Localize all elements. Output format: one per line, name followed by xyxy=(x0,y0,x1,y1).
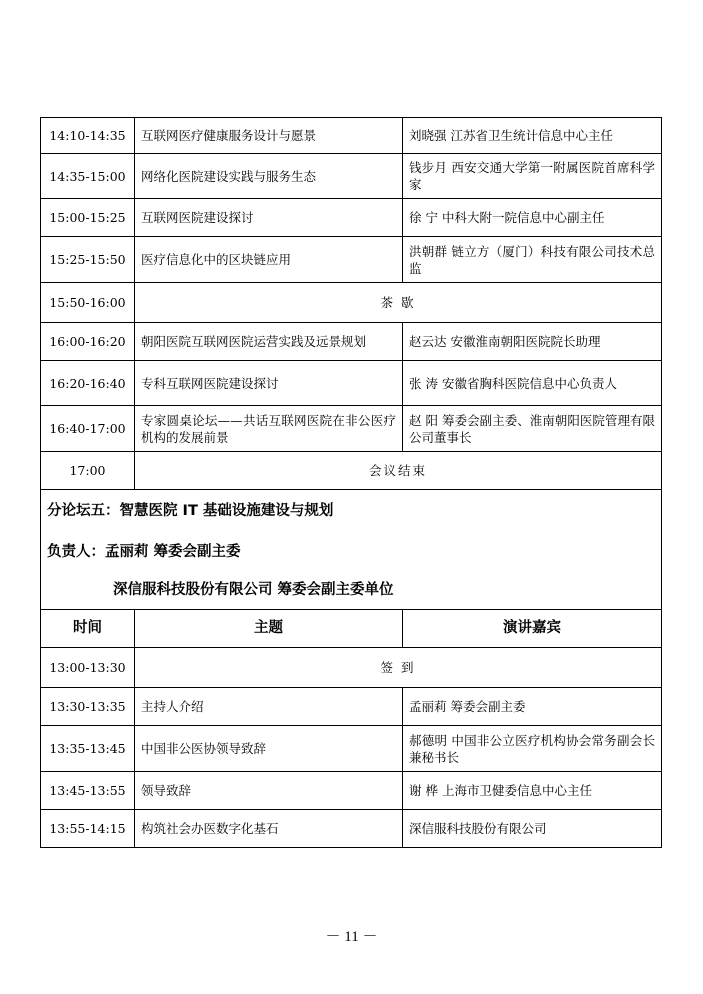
topic-cell: 主持人介绍 xyxy=(135,688,403,726)
table-row xyxy=(41,283,662,323)
topic-cell: 网络化医院建设实践与服务生态 xyxy=(135,154,403,199)
table-row xyxy=(41,154,662,199)
time-cell: 13:30-13:35 xyxy=(41,688,135,726)
topic-cell: 专科互联网医院建设探讨 xyxy=(135,361,403,406)
signin-cell: 签 到 xyxy=(135,648,662,688)
table-row xyxy=(41,199,662,237)
time-cell: 13:55-14:15 xyxy=(41,810,135,848)
topic-cell: 专家圆桌论坛——共话互联网医院在非公医疗机构的发展前景 xyxy=(135,406,403,452)
agenda-document xyxy=(40,117,661,848)
header-time: 时间 xyxy=(41,610,135,648)
topic-cell: 中国非公医协领导致辞 xyxy=(135,726,403,772)
end-cell: 会议结束 xyxy=(135,452,662,490)
speaker-cell: 钱步月 西安交通大学第一附属医院首席科学家 xyxy=(403,154,662,199)
speaker-cell: 徐 宁 中科大附一院信息中心副主任 xyxy=(403,199,662,237)
speaker-cell: 深信服科技股份有限公司 xyxy=(403,810,662,848)
time-cell: 13:00-13:30 xyxy=(41,648,135,688)
table-row xyxy=(41,118,662,154)
table-row xyxy=(41,688,662,726)
table-row xyxy=(41,323,662,361)
time-cell: 16:40-17:00 xyxy=(41,406,135,452)
time-cell: 14:10-14:35 xyxy=(41,118,135,154)
speaker-cell: 孟丽莉 筹委会副主委 xyxy=(403,688,662,726)
topic-cell: 医疗信息化中的区块链应用 xyxy=(135,237,403,283)
table-row xyxy=(41,810,662,848)
forum-unit-row xyxy=(41,572,662,610)
time-cell: 13:35-13:45 xyxy=(41,726,135,772)
time-cell: 13:45-13:55 xyxy=(41,772,135,810)
table-row xyxy=(41,361,662,406)
page-number: － 11 － xyxy=(325,929,378,945)
speaker-cell: 赵 阳 筹委会副主委、淮南朝阳医院管理有限公司董事长 xyxy=(403,406,662,452)
header-row xyxy=(41,610,662,648)
speaker-cell: 张 涛 安徽省胸科医院信息中心负责人 xyxy=(403,361,662,406)
forum-unit: 深信服科技股份有限公司 筹委会副主委单位 xyxy=(41,572,662,610)
table-row xyxy=(41,237,662,283)
table-row xyxy=(41,452,662,490)
table-row xyxy=(41,406,662,452)
forum-leader: 负责人：孟丽莉 筹委会副主委 xyxy=(41,534,662,572)
forum-title: 分论坛五：智慧医院 IT 基础设施建设与规划 xyxy=(41,490,662,534)
table-row xyxy=(41,648,662,688)
header-speaker: 演讲嘉宾 xyxy=(403,610,662,648)
table-row xyxy=(41,726,662,772)
speaker-cell: 谢 桦 上海市卫健委信息中心主任 xyxy=(403,772,662,810)
time-cell: 17:00 xyxy=(41,452,135,490)
header-topic: 主题 xyxy=(135,610,403,648)
topic-cell: 互联网医疗健康服务设计与愿景 xyxy=(135,118,403,154)
time-cell: 14:35-15:00 xyxy=(41,154,135,199)
topic-cell: 朝阳医院互联网医院运营实践及远景规划 xyxy=(135,323,403,361)
topic-cell: 领导致辞 xyxy=(135,772,403,810)
forum-title-row xyxy=(41,490,662,534)
time-cell: 15:25-15:50 xyxy=(41,237,135,283)
break-cell: 茶 歇 xyxy=(135,283,662,323)
time-cell: 16:00-16:20 xyxy=(41,323,135,361)
speaker-cell: 赵云达 安徽淮南朝阳医院院长助理 xyxy=(403,323,662,361)
time-cell: 16:20-16:40 xyxy=(41,361,135,406)
speaker-cell: 洪朝群 链立方（厦门）科技有限公司技术总监 xyxy=(403,237,662,283)
table-row xyxy=(41,772,662,810)
forum-leader-row xyxy=(41,534,662,572)
time-cell: 15:50-16:00 xyxy=(41,283,135,323)
topic-cell: 互联网医院建设探讨 xyxy=(135,199,403,237)
topic-cell: 构筑社会办医数字化基石 xyxy=(135,810,403,848)
speaker-cell: 刘晓强 江苏省卫生统计信息中心主任 xyxy=(403,118,662,154)
agenda-table xyxy=(40,117,662,848)
time-cell: 15:00-15:25 xyxy=(41,199,135,237)
speaker-cell: 郝德明 中国非公立医疗机构协会常务副会长兼秘书长 xyxy=(403,726,662,772)
